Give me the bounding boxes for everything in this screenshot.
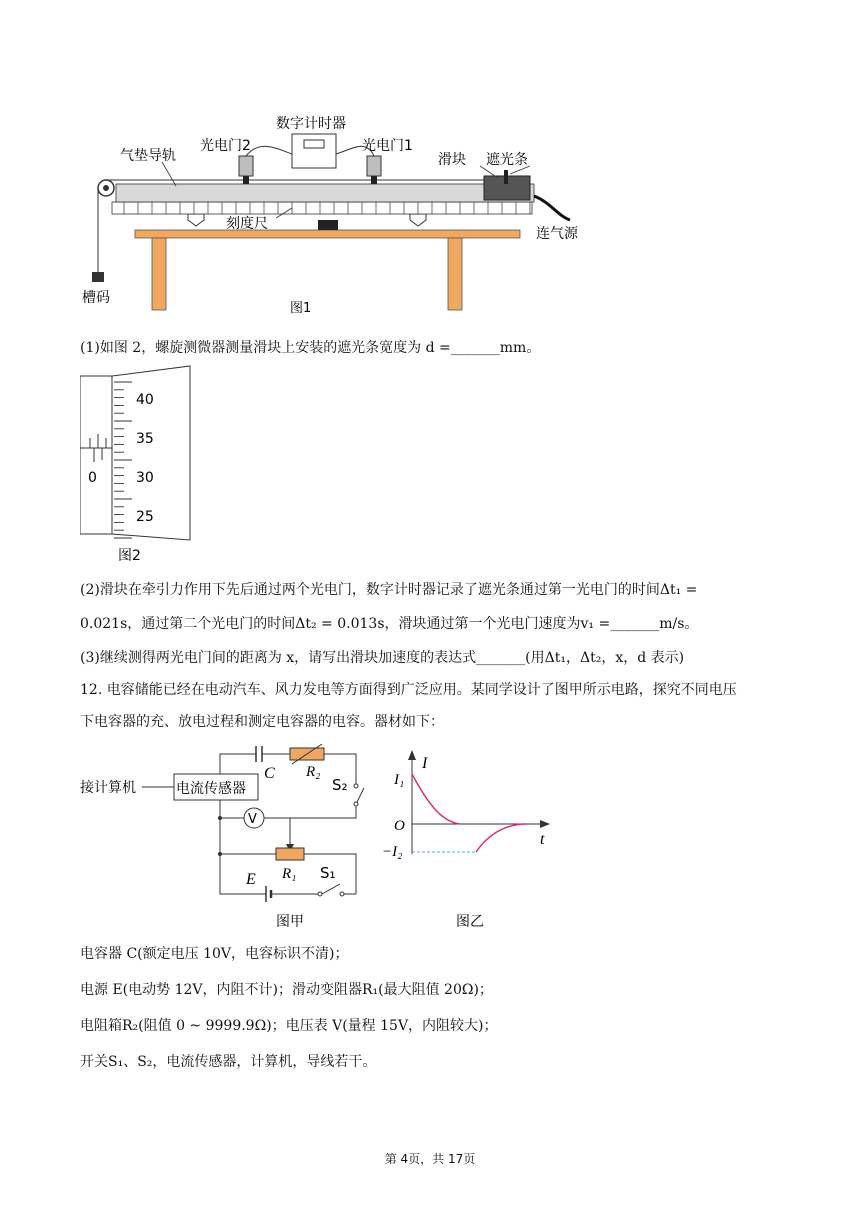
discharge-curve [476, 824, 526, 852]
label-air: 连气源 [536, 226, 578, 242]
timer-display [304, 140, 324, 148]
equipment-item-2: 电源 E(电动势 12V，内阻不计)；滑动变阻器R₁(最大阻值 20Ω)； [80, 982, 493, 998]
figure-jia-circuit [80, 744, 380, 934]
label-computer: 接计算机 [80, 780, 136, 796]
pulley-axle [103, 185, 109, 191]
label-R2: R₂ [306, 764, 321, 780]
thimble-label-40: 40 [136, 392, 154, 408]
scale-ruler [112, 202, 532, 214]
rheostat-r1 [276, 848, 304, 860]
timer-wire-left [246, 146, 292, 156]
equipment-item-1: 电容器 C(额定电压 10V，电容标识不清)； [80, 946, 349, 962]
digital-timer [292, 134, 336, 168]
photogate-2 [239, 156, 253, 176]
label-track: 气垫导轨 [120, 148, 176, 164]
s1-contact-left [318, 892, 322, 896]
charge-curve [412, 774, 460, 824]
t-axis-arrow [540, 820, 550, 828]
table-top [135, 230, 520, 238]
photogate-2-base [243, 176, 249, 184]
shading-strip [504, 170, 508, 184]
hook-weight [92, 272, 104, 282]
label-O: O [394, 818, 405, 834]
label-neg-I2: −I₂ [382, 844, 403, 860]
block [318, 220, 338, 230]
question-2-line-2: 0.021s，通过第二个光电门的时间Δt₂ = 0.013s，滑块通过第一个光电门速度为v₁ =_______m/s。 [80, 616, 699, 632]
label-S2: S₂ [332, 776, 348, 794]
label-weight: 槽码 [82, 290, 110, 306]
s2-blade [356, 788, 364, 804]
thimble-label-35: 35 [136, 431, 154, 447]
label-E: E [246, 871, 256, 888]
equipment-item-4: 开关S₁、S₂，电流传感器，计算机，导线若干。 [80, 1054, 377, 1070]
photogate-1-base [371, 176, 377, 184]
figure-yi-caption: 图乙 [456, 914, 484, 930]
label-gate1: 光电门1 [362, 138, 413, 154]
label-V: V [248, 812, 257, 827]
wire-top-left [220, 754, 256, 774]
table-leg-right [448, 238, 462, 310]
label-R1: R₁ [282, 866, 297, 882]
label-ruler: 刻度尺 [226, 216, 268, 232]
label-t: t [540, 831, 545, 848]
figure-jia-caption: 图甲 [276, 914, 304, 930]
question-2-line-1: (2)滑块在牵引力作用下先后通过两个光电门，数字计时器记录了遮光条通过第一光电门的时间Δt₁ = [80, 582, 698, 598]
equipment-item-3: 电阻箱R₂(阻值 0 ~ 9999.9Ω)；电压表 V(量程 15V，内阻较大)； [80, 1018, 498, 1034]
question-12-line-2: 下电容器的充、放电过程和测定电容器的电容。器材如下： [80, 714, 444, 730]
label-S1: S₁ [320, 864, 336, 882]
figure-1-air-track [80, 110, 600, 320]
label-C: C [264, 765, 275, 782]
table-leg-left [152, 238, 166, 310]
label-gate2: 光电门2 [200, 138, 251, 154]
figure-1-caption: 图1 [290, 301, 312, 316]
photogate-1 [367, 156, 381, 176]
micrometer-sleeve [80, 376, 112, 534]
i-axis-arrow [408, 750, 416, 760]
air-hose [534, 196, 570, 220]
wire-right-down [218, 806, 356, 818]
page-footer: 第 4页，共 17页 [384, 1152, 476, 1166]
track-support-left [188, 214, 204, 226]
leader-track [162, 162, 176, 186]
label-timer: 数字计时器 [276, 116, 346, 132]
question-1: (1)如图 2，螺旋测微器测量滑块上安装的遮光条宽度为 d =_______mm。 [80, 340, 541, 356]
thimble-label-25: 25 [136, 509, 154, 525]
figure-yi-graph [380, 744, 560, 934]
sleeve-zero-label: 0 [88, 470, 97, 486]
label-I: I [422, 755, 428, 772]
question-12-line-1: 12. 电容储能已经在电动汽车、风力发电等方面得到广泛应用。某同学设计了图甲所示电路，探究不同电压 [80, 682, 737, 698]
question-3: (3)继续测得两光电门间的距离为 x，请写出滑块加速度的表达式_______(用Δt₁，Δt₂，x，d 表示) [80, 650, 685, 666]
label-slider: 滑块 [438, 152, 466, 168]
track-support-right [410, 214, 426, 226]
s1-contact-right [340, 892, 344, 896]
figure-2-caption: 图2 [118, 548, 141, 564]
wire-bottom-left [220, 854, 266, 894]
air-track [116, 184, 534, 202]
label-I1: I₁ [394, 772, 405, 788]
s1-blade [322, 884, 340, 894]
label-sensor: 电流传感器 [176, 781, 246, 797]
s2-contact-top [354, 784, 358, 788]
figure-2-micrometer [80, 362, 220, 572]
label-shade: 遮光条 [486, 152, 528, 168]
thimble-label-30: 30 [136, 470, 154, 486]
s2-contact-bottom [354, 802, 358, 806]
